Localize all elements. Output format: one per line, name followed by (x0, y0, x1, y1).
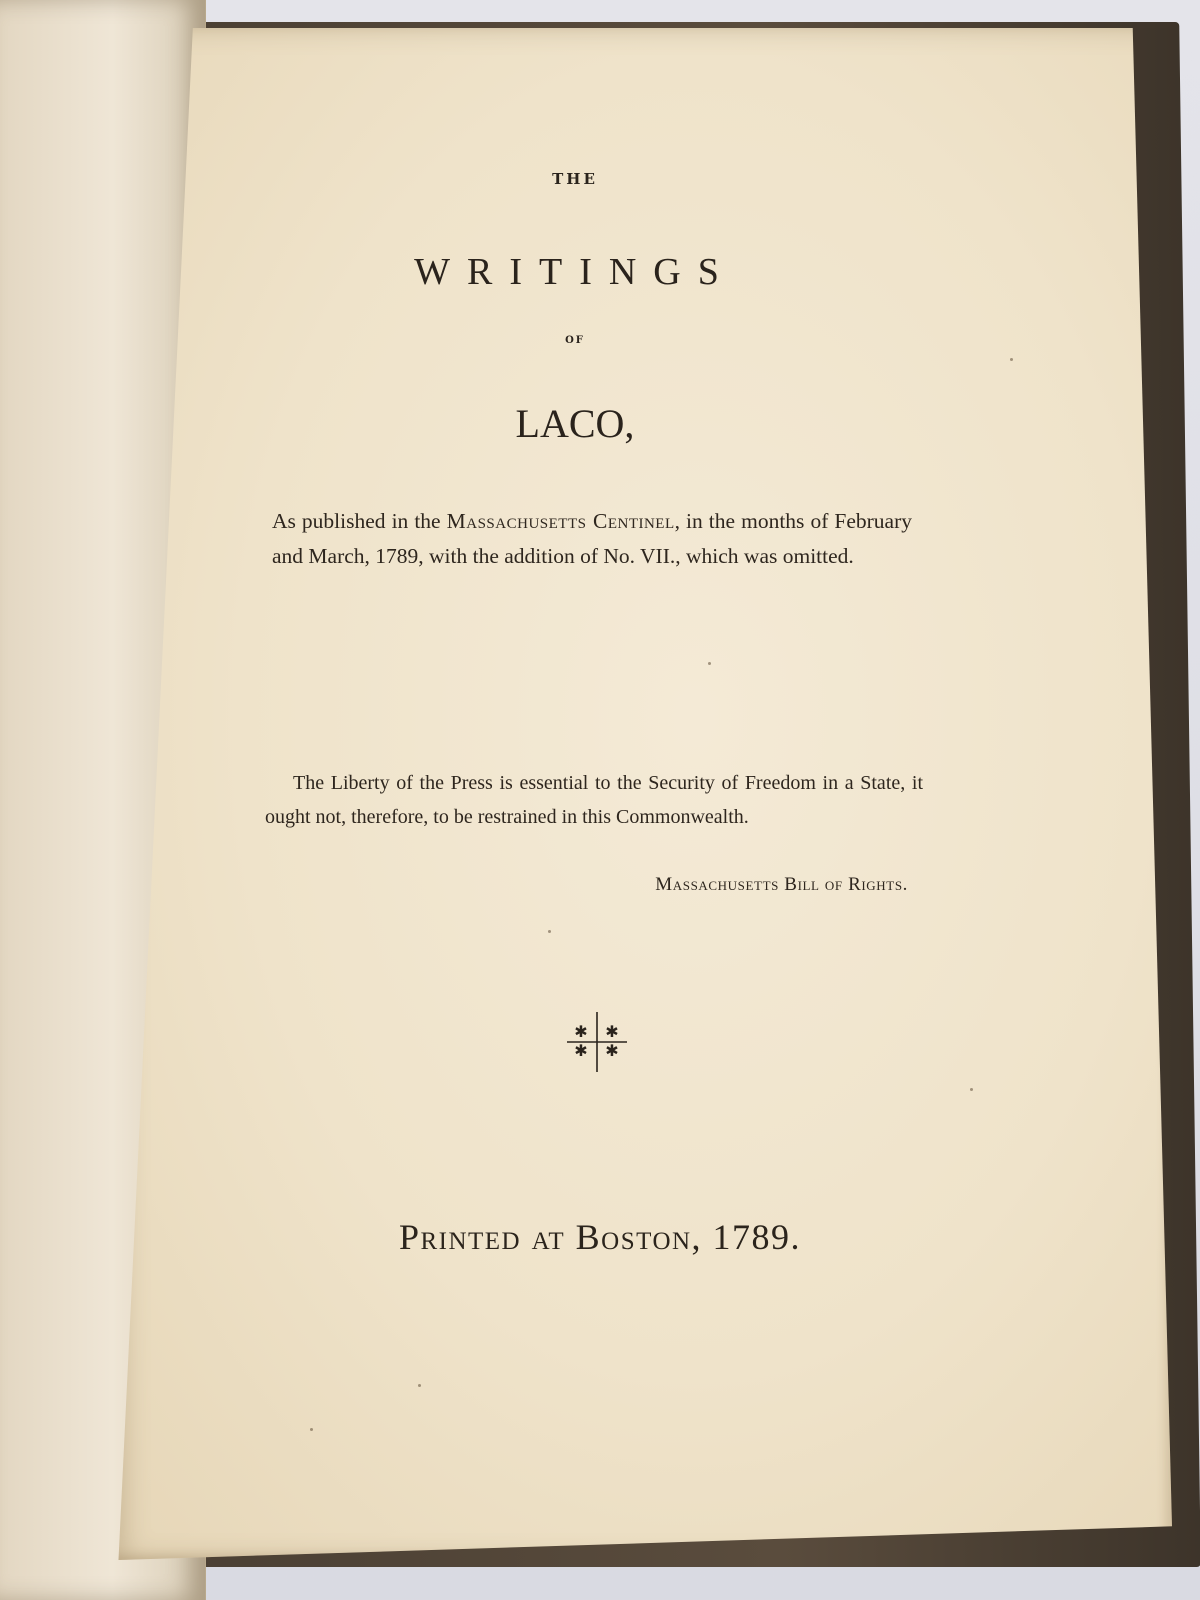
title-the: THE (552, 170, 598, 188)
paper-speck (548, 930, 551, 933)
title-of: OF (565, 335, 585, 346)
title-laco: LACO, (515, 401, 635, 446)
paper-speck (708, 662, 711, 665)
svg-text:✱: ✱ (574, 1041, 588, 1060)
svg-text:✱: ✱ (574, 1022, 588, 1041)
paper-speck (310, 1428, 313, 1431)
description-rest: , in the months of February and March, 1789, with the addition of No. VII., which was omitted. (272, 509, 913, 568)
epigraph-quote: The Liberty of the Press is essential to the Security of Freedom in a State, it ought not, therefore, to be restrained in this Commonwealth. (265, 772, 923, 828)
publication-description (272, 504, 912, 574)
newspaper-name: Massachusetts Centinel (446, 509, 675, 533)
description-lead: As published in the (272, 509, 441, 533)
svg-text:✱: ✱ (605, 1022, 619, 1041)
paper-speck (418, 1384, 421, 1387)
paper-speck (1010, 358, 1013, 361)
title-writings: WRITINGS (414, 251, 736, 293)
svg-text:✱: ✱ (605, 1041, 619, 1060)
asterism-cross-icon (565, 1010, 629, 1074)
paper-speck (970, 1088, 973, 1091)
epigraph-attribution: Massachusetts Bill of Rights. (655, 874, 908, 895)
imprint-line: Printed at Boston, 1789. (398, 1217, 802, 1257)
